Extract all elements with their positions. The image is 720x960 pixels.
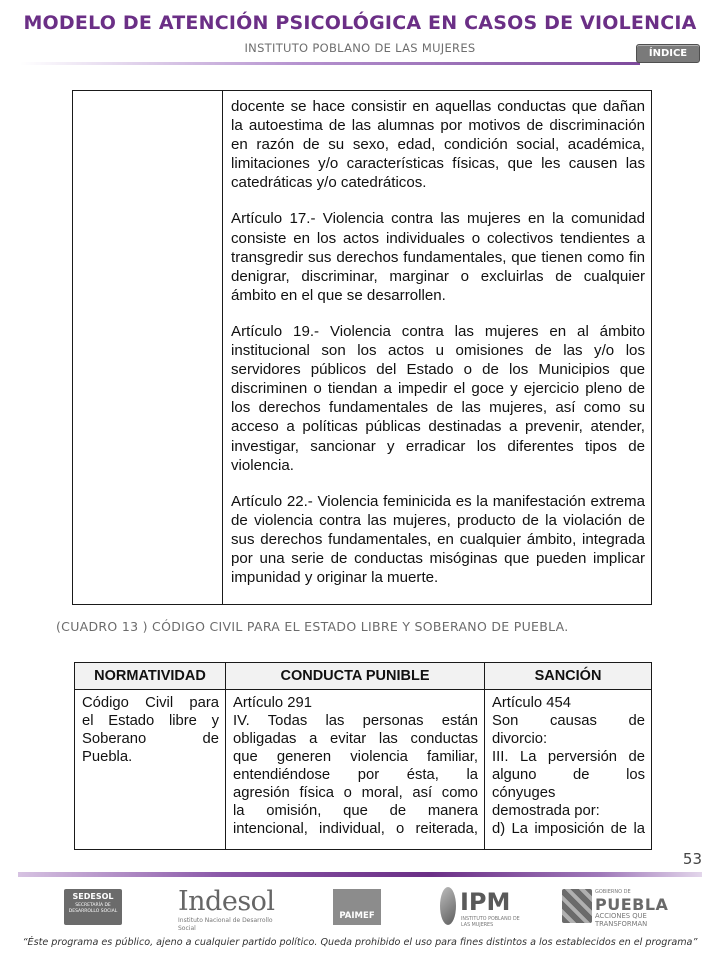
cell-line: agresión física o moral, así como <box>233 785 478 801</box>
sedesol-logo-text: SEDESOL <box>72 892 114 901</box>
puebla-tagline-1: ACCIONES QUE <box>595 912 647 920</box>
puebla-logo <box>562 887 669 929</box>
articles-cell <box>223 91 652 605</box>
ipm-mark-icon <box>440 887 456 925</box>
cell-line: Artículo 291 <box>233 695 312 711</box>
cell-line: obligadas a evitar las conductas <box>233 731 478 747</box>
table-row <box>75 690 652 850</box>
indesol-logo <box>178 886 282 932</box>
cell-line: alguno de los <box>492 767 645 783</box>
sedesol-logo-subtext: SECRETARÍA DE DESARROLLO SOCIAL <box>68 903 118 914</box>
civil-code-table <box>74 662 652 850</box>
cell-line: Código Civil para <box>82 695 219 711</box>
cell-line: la omisión, que de manera <box>233 803 478 819</box>
conducta-punible-cell <box>226 690 485 850</box>
index-button[interactable]: ÍNDICE <box>636 44 700 63</box>
cell-line: Artículo 454 <box>492 695 571 711</box>
document-title: MODELO DE ATENCIÓN PSICOLÓGICA EN CASOS DE VIOLENCIA <box>23 12 697 34</box>
puebla-tagline-2: TRANSFORMAN <box>595 919 648 928</box>
ipm-logo <box>440 887 520 929</box>
program-disclaimer: “Éste programa es público, ajeno a cualquier partido político. Queda prohibido el uso para fines distintos a los establecidos en el programa” <box>22 937 698 948</box>
header-conducta-punible: CONDUCTA PUNIBLE <box>226 663 485 690</box>
normatividad-cell <box>75 690 226 850</box>
sedesol-logo <box>64 889 122 925</box>
table-row <box>73 91 652 605</box>
puebla-gob-text: GOBIERNO DE <box>595 889 631 895</box>
page-number: 53 <box>682 850 702 868</box>
table-caption: (CUADRO 13 ) CÓDIGO CIVIL PARA EL ESTADO LIBRE Y SOBERANO DE PUEBLA. <box>56 619 569 634</box>
cell-line: d) La imposición de la <box>492 821 645 837</box>
article-17: Artículo 17.- Violencia contra las mujeres en la comunidad consiste en los actos individuales o colectivos tendientes a transgredir sus derechos fundamentales, que tienen como fin denigrar, discriminar, marginar o excluirlas de cualquier ámbito en el que se desarrollen. <box>231 210 645 304</box>
document-subtitle: INSTITUTO POBLANO DE LAS MUJERES <box>244 41 476 55</box>
paimef-logo: PAIMEF <box>333 889 381 925</box>
cell-line: divorcio: <box>492 731 548 747</box>
ipm-logo-text: IPM <box>460 888 511 916</box>
puebla-logo-text: PUEBLA <box>595 895 669 914</box>
sancion-cell <box>485 690 652 850</box>
paragraph: docente se hace consistir en aquellas conductas que dañan la autoestima de las alumnas por motivos de discriminación en razón de su sexo, edad, condición social, académica, limitaciones y/o características físicas, que les causen las catedráticas y/o catedráticos. <box>231 98 645 192</box>
cell-line: IV. Todas las personas están <box>233 713 478 729</box>
indesol-logo-subtext: Instituto Nacional de Desarrollo Social <box>178 917 273 932</box>
header-divider <box>20 62 640 65</box>
article-19: Artículo 19.- Violencia contra las mujeres en al ámbito institucional son los actos u omisiones de las y/o los servidores públicos del Estado o de los Municipios que discriminen o tiendan a impedir el goce y ejercicio pleno de los derechos fundamentales de las mujeres, así como su acceso a políticas públicas destinadas a prevenir, atender, investigar, sancionar y erradicar los diferentes tipos de violencia. <box>231 322 645 474</box>
puebla-tagline <box>595 913 647 928</box>
header-sancion: SANCIÓN <box>485 663 652 690</box>
indesol-logo-text: Indesol <box>178 886 275 917</box>
ipm-logo-subtext: INSTITUTO POBLANO DE LAS MUJERES <box>461 917 520 928</box>
cell-line: que generen violencia familiar, <box>233 749 478 765</box>
article-22: Artículo 22.- Violencia feminicida es la manifestación extrema de violencia contra las mujeres, producto de la violación de sus derechos fundamentales, en cualquier ámbito, integrada por una serie de conductas misóginas que pueden implicar impunidad y originar la muerte. <box>231 492 645 587</box>
header-row <box>75 663 652 690</box>
cell-line: intencional, individual, o reiterada, <box>233 821 478 837</box>
cell-line: Soberano de <box>82 731 219 747</box>
footer-divider <box>18 872 702 877</box>
cell-line: cónyuges <box>492 785 556 801</box>
puebla-mark-icon <box>562 889 592 923</box>
cell-line: Puebla. <box>82 749 133 765</box>
cell-line: Son causas de <box>492 713 645 729</box>
cell-line: demostrada por: <box>492 803 600 819</box>
header-normatividad: NORMATIVIDAD <box>75 663 226 690</box>
law-articles-table <box>72 90 652 605</box>
cell-line: III. La perversión de <box>492 749 645 765</box>
cell-line: el Estado libre y <box>82 713 219 729</box>
cell-line: entendiéndose por ésta, la <box>233 767 478 783</box>
empty-cell <box>73 91 223 605</box>
